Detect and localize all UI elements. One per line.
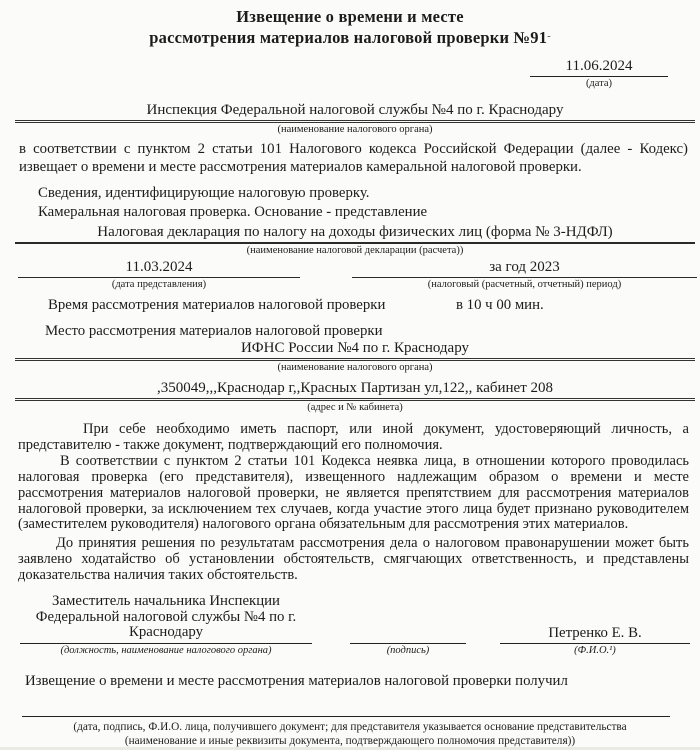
signature-position-line1: Заместитель начальника Инспекции <box>52 593 280 610</box>
review-place-org-caption: (наименование налогового органа) <box>277 362 433 373</box>
signature-name-value: Петренко Е. В. <box>500 625 690 644</box>
signature-name-caption: (Ф.И.О.¹) <box>574 644 616 656</box>
notice-date-field <box>530 58 668 90</box>
review-place-org-field <box>15 340 695 374</box>
tax-authority-caption: (наименование налогового органа) <box>277 124 433 135</box>
document-title-line2: рассмотрения материалов налоговой проверки №91- <box>149 28 551 47</box>
submission-date-caption: (дата представления) <box>111 279 207 290</box>
review-place-address-value: ,350049,,,Краснодар г,,Красных Партизан ул,122,, кабинет 208 <box>15 380 695 401</box>
signature-position-line2: Федеральной налоговой службы №4 по г. <box>35 608 297 625</box>
document-title-line1: Извещение о времени и месте <box>236 7 464 26</box>
signature-sign-field <box>350 629 466 657</box>
signature-sign-caption: (подпись) <box>386 644 430 656</box>
paragraph-mitigating-circumstances: До принятия решения по результатам рассмотрения дела о налоговом правонарушении может быть заявлено ходатайство об установлении обстоятельств, смягчающих ответственность, и представлены доказательства наличия таких обстоятельств. <box>18 535 689 584</box>
tax-period-field <box>352 259 697 291</box>
signature-sign-line <box>350 629 466 644</box>
submission-row <box>0 259 700 291</box>
submission-date-value: 11.03.2024 <box>18 259 300 278</box>
submission-date-field <box>18 259 300 291</box>
review-time-value: в 10 ч 00 мин. <box>456 297 544 313</box>
body-paragraphs <box>18 422 689 584</box>
tax-authority-field <box>15 102 695 136</box>
review-time-label: Время рассмотрения материалов налоговой проверки <box>48 297 386 313</box>
received-statement: Извещение о времени и месте рассмотрения материалов налоговой проверки получил <box>25 672 568 689</box>
paragraph-absence-clause: В соответствии с пунктом 2 статьи 101 Кодекса неявка лица, в отношении которого проводилась налоговая проверка (его представителя), извещенного надлежащим образом о времени и месте рассмотрения материалов налоговой проверки, не является препятствием для рассмотрения материалов налоговой проверки, за исключением тех случаев, когда участие этого лица будет признано руководителем (заместителем руководителя) налогового органа обязательным для рассмотрения этих материалов. <box>18 452 689 533</box>
signature-name-field <box>500 625 690 657</box>
review-time-row <box>0 297 700 314</box>
notice-date-value: 11.06.2024 <box>530 58 668 77</box>
tax-period-caption: (налоговый (расчетный, отчетный) период) <box>427 279 622 290</box>
intro-paragraph: в соответствии с пунктом 2 статьи 101 Налогового кодекса Российской Федерации (далее - Кодекс) извещает о времени и месте рассмотрения материалов камеральной налоговой проверки. <box>19 141 688 175</box>
declaration-value: Налоговая декларация по налогу на доходы физических лиц (форма № 3-НДФЛ) <box>15 224 695 244</box>
paragraph-documents-required: При себе необходимо иметь паспорт, или иной документ, удостоверяющий личность, а представителю - также документ, подтверждающий его полномочия. <box>18 421 689 453</box>
recipient-caption-line2: (наименование и иные реквизиты документа, подтверждающего полномочия представителя)) <box>124 734 576 747</box>
audit-info-line1: Сведения, идентифицирующие налоговую проверку. <box>38 185 370 201</box>
recipient-signature-line <box>22 716 670 717</box>
tax-period-value: за год 2023 <box>352 259 697 278</box>
audit-info-line2: Камеральная налоговая проверка. Основание - представление <box>38 204 428 220</box>
review-place-address-caption: (адрес и № кабинета) <box>307 402 403 413</box>
document-title <box>0 0 700 48</box>
scan-artifact: - <box>547 31 551 42</box>
recipient-caption-line1: (дата, подпись, Ф.И.О. лица, получившего документ; для представителя указывается основание представительства <box>73 720 627 733</box>
signature-position-field <box>20 594 312 657</box>
review-place-address-field <box>15 380 695 414</box>
signature-block <box>0 594 700 657</box>
signature-position-value <box>20 594 312 644</box>
notice-date-caption: (дата) <box>585 78 613 89</box>
review-place-label: Место рассмотрения материалов налоговой проверки <box>45 323 383 339</box>
declaration-field <box>15 224 695 257</box>
recipient-caption <box>10 720 690 748</box>
audit-info-lines <box>38 184 688 222</box>
review-place-org-value: ИФНС России №4 по г. Краснодару <box>15 340 695 361</box>
signature-position-caption: (должность, наименование налогового органа) <box>60 644 272 656</box>
declaration-caption: (наименование налоговой декларации (расчета)) <box>246 245 464 256</box>
tax-authority-value: Инспекция Федеральной налоговой службы №4 по г. Краснодару <box>15 102 695 123</box>
signature-position-line3: Краснодару <box>129 624 203 641</box>
